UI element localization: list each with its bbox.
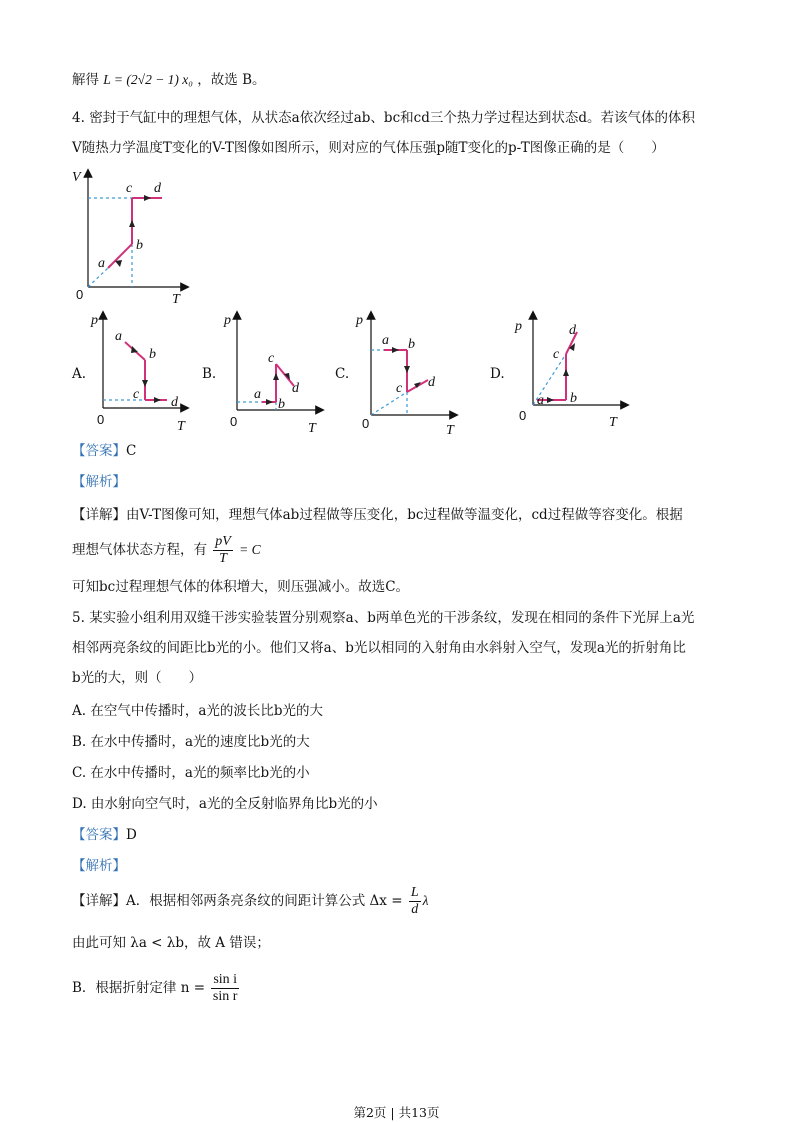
svg-text:0: 0	[230, 414, 238, 429]
svg-text:d: d	[154, 181, 161, 196]
q5-line3: b光的大，则（ ）	[72, 670, 203, 686]
q4-option-c-label: C.	[335, 366, 350, 382]
svg-text:b: b	[149, 347, 156, 362]
svg-text:b: b	[136, 238, 143, 253]
origin-label: 0	[76, 287, 84, 302]
svg-text:d: d	[292, 381, 299, 396]
svg-text:0: 0	[97, 412, 105, 427]
q4-line2: V随热力学温度T变化的V-T图像如图所示，则对应的气体压强p随T变化的p-T图像正确的是（ ）	[72, 140, 665, 156]
svg-text:c: c	[126, 181, 133, 196]
q4-answer: 【答案】C	[72, 443, 137, 459]
q4-option-d-label: D.	[490, 366, 505, 382]
q5-option-a: A. 在空气中传播时，a光的波长比b光的大	[72, 703, 324, 719]
q5-answer: 【答案】D	[72, 827, 137, 843]
q4-detail-line2: 理想气体状态方程，有 $\frac{pV}{T}$ = C	[72, 534, 261, 566]
formula: L = (2√2 − 1) x₀	[103, 72, 193, 87]
option-a-graph	[85, 310, 195, 440]
vt-graph	[60, 165, 200, 315]
svg-text:d: d	[569, 323, 576, 338]
svg-text:a: a	[537, 393, 544, 408]
t-axis-label: T	[172, 292, 180, 307]
option-c-graph	[356, 310, 466, 440]
svg-text:0: 0	[362, 416, 370, 431]
svg-text:a: a	[382, 333, 389, 348]
svg-text:d: d	[171, 395, 178, 410]
svg-text:T: T	[446, 423, 454, 438]
refraction-formula: $\frac{\text{sin i}}{\text{sin r}}$	[212, 972, 238, 1004]
svg-text:p: p	[515, 319, 522, 334]
page-footer: 第2页 | 共13页	[353, 1105, 440, 1120]
svg-text:0: 0	[519, 408, 527, 423]
q4-detail-line1: 【详解】由V-T图像可知，理想气体ab过程做等压变化，bc过程做等温变化，cd过程做等容变化。根据	[72, 507, 683, 523]
v-axis-label: V	[72, 170, 81, 185]
q5-detail-line2: 由此可知 λa < λb，故 A 错误；	[72, 935, 270, 951]
svg-text:b: b	[570, 391, 577, 406]
option-b-graph	[222, 310, 332, 440]
svg-text:c: c	[133, 387, 140, 402]
spacing-formula: $\frac{L}{d}$	[410, 885, 419, 917]
svg-text:T: T	[308, 421, 316, 436]
q5-analysis-tag: 【解析】	[72, 858, 126, 874]
svg-text:a: a	[115, 329, 122, 344]
q4-detail-line3: 可知bc过程理想气体的体积增大，则压强减小。故选C。	[72, 579, 410, 595]
q5-option-b: B. 在水中传播时，a光的速度比b光的大	[72, 734, 310, 750]
solution-line: 解得 L = (2√2 − 1) x₀ ，故选 B。	[72, 72, 266, 88]
svg-text:p: p	[356, 313, 363, 328]
svg-text:b: b	[408, 337, 415, 352]
option-d-graph	[515, 310, 635, 440]
q5-detail-line3: B．根据折射定律 n = $\frac{\text{sin i}}{\text{sin r}}$	[72, 972, 238, 1004]
state-equation: $\frac{pV}{T}$	[215, 534, 231, 566]
q4-option-a-label: A.	[72, 366, 87, 382]
q5-detail-line1: 【详解】A．根据相邻两条亮条纹的间距计算公式 Δx = $\frac{L}{d}$ λ	[72, 885, 429, 917]
q4-analysis-tag: 【解析】	[72, 474, 126, 490]
svg-text:b: b	[278, 397, 285, 412]
svg-text:d: d	[428, 375, 435, 390]
svg-text:p: p	[224, 313, 231, 328]
q4-option-b-label: B.	[202, 366, 217, 382]
q5-line1: 5. 某实验小组利用双缝干涉实验装置分别观察a、b两单色光的干涉条纹，发现在相同的条件下光屏上a光	[72, 610, 695, 626]
svg-text:T: T	[177, 419, 185, 434]
q5-line2: 相邻两亮条纹的间距比b光的小。他们又将a、b光以相同的入射角由水斜射入空气，发现a光的折射角比	[72, 640, 686, 656]
svg-text:T: T	[609, 415, 617, 430]
svg-text:c: c	[553, 347, 560, 362]
svg-text:p: p	[91, 313, 98, 328]
svg-text:c: c	[396, 381, 403, 396]
q5-option-d: D. 由水射向空气时，a光的全反射临界角比b光的小	[72, 796, 378, 812]
q4-line1: 4. 密封于气缸中的理想气体，从状态a依次经过ab、bc和cd三个热力学过程达到状态d。若该气体的体积	[72, 110, 695, 126]
svg-text:a: a	[254, 387, 261, 402]
svg-text:a: a	[98, 256, 105, 271]
q5-option-c: C. 在水中传播时，a光的频率比b光的小	[72, 765, 310, 781]
svg-text:c: c	[268, 351, 275, 366]
